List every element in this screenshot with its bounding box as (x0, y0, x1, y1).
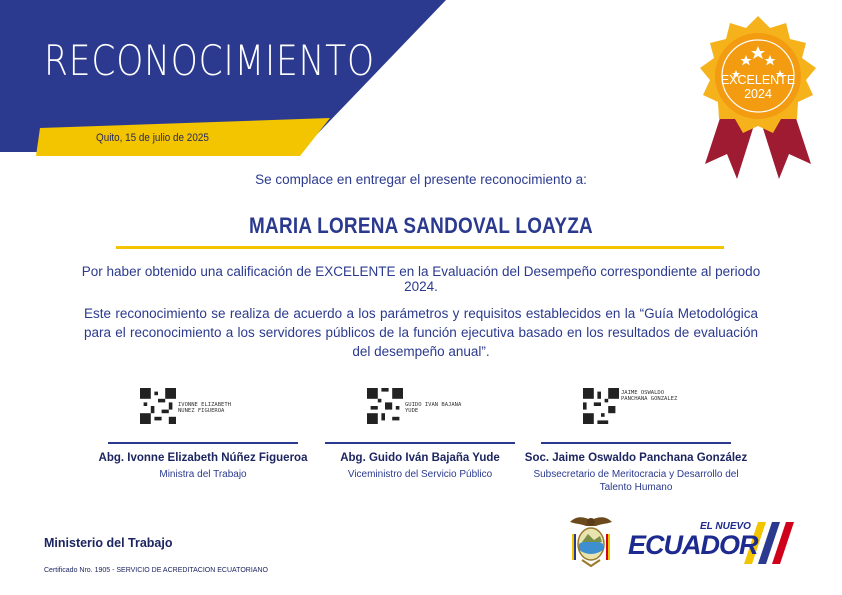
signer-role: Ministra del Trabajo (159, 469, 247, 480)
intro-text: Se complace en entregar el presente reconocimiento a: (255, 172, 587, 187)
signature-block-1 (98, 388, 308, 480)
qr-code-icon (140, 388, 176, 424)
logo-tagline: EL NUEVO (700, 521, 751, 532)
coat-of-arms-icon (566, 512, 616, 568)
signer-role: Viceministro del Servicio Público (347, 469, 493, 480)
qr-code-icon (367, 388, 403, 424)
signer-name: Abg. Ivonne Elizabeth Núñez Figueroa (98, 452, 308, 464)
signature-line (108, 442, 298, 444)
qr-signer-text: JAIME OSWALDO PANCHANA GONZALEZ (621, 390, 678, 402)
ministry-name: Ministerio del Trabajo (44, 536, 173, 550)
reason-paragraph: Por haber obtenido una calificación de EXCELENTE en la Evaluación del Desempeño correspondiente al periodo 2024. (81, 264, 761, 294)
signature-block-2 (325, 388, 515, 480)
qr-signer-text: GUIDO IVAN BAJANA YUDE (405, 402, 462, 414)
page-title: RECONOCIMIENTO (44, 36, 375, 85)
qr-signer-text: IVONNE ELIZABETH NUNEZ FIGUEROA (178, 402, 231, 414)
qr-code-icon (583, 388, 619, 424)
recipient-name: MARIA LORENA SANDOVAL LOAYZA (249, 213, 593, 238)
certificate-number: Certificado Nro. 1905 - SERVICIO DE ACREDITACION ECUATORIANO (44, 567, 268, 574)
medal-year: 2024 (744, 87, 772, 101)
recipient-underline (116, 246, 724, 249)
signature-block-3 (524, 388, 748, 493)
excellence-medal-icon (693, 14, 823, 189)
medal-label: EXCELENTE (720, 73, 796, 87)
signature-line (325, 442, 515, 444)
signer-name: Soc. Jaime Oswaldo Panchana González (524, 452, 748, 464)
issue-date: Quito, 15 de julio de 2025 (96, 132, 209, 144)
basis-paragraph: Este reconocimiento se realiza de acuerdo a los parámetros y requisitos establecidos en la “Guía Metodológica para el reconocimiento a los servidores públicos de la función ejecutiva basado en los resultados de evaluación del desempeño anual”. (84, 306, 758, 359)
signer-name: Abg. Guido Iván Bajaña Yude (340, 452, 500, 464)
logo-wordmark: ECUADOR (628, 530, 758, 560)
signature-line (541, 442, 731, 444)
signer-role: Subsecretario de Meritocracia y Desarrollo del Talento Humano (533, 469, 739, 493)
